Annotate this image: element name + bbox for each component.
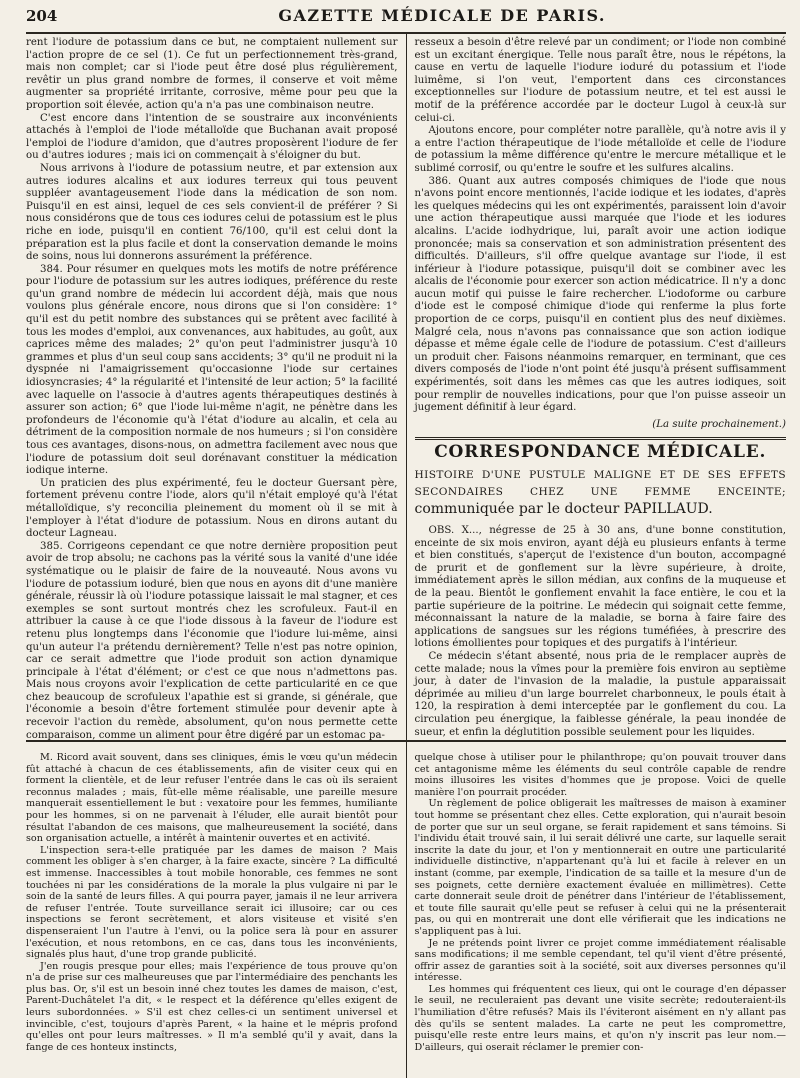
upper-left-column — [26, 34, 407, 740]
running-title: GAZETTE MÉDICALE DE PARIS. — [278, 6, 606, 25]
page-header — [26, 6, 786, 34]
paragraph: C'est encore dans l'intention de se soustraire aux inconvénients attachés à l'emploi de l'iode métalloïde que Buchanan avait proposé l'emploi de l'iodure d'amidon, que d'autres proposèrent l'iodure de fer ou d'autres iodures ; mais ici on commençait à s'éloigner du but. — [26, 112, 398, 162]
paragraph: M. Ricord avait souvent, dans ses cliniques, émis le vœu qu'un médecin fût attaché à chacun de ces établissements, afin de visiter ceux qui en forment la clientèle, et de leur refuser l'entrée dans le cas où ils seraient reconnus malades ; mais, fût-elle même réalisable, une pareille mesure manquerait essentiellement le but : vexatoire pour les femmes, humiliante pour les hommes, si on ne parvenait à l'éluder, elle aurait bientôt pour résultat l'abandon de ces maisons, que malheureusement la société, dans son organisation actuelle, a intérêt à maintenir ouvertes et en activité. — [26, 752, 398, 845]
section-title: CORRESPONDANCE MÉDICALE. — [434, 442, 767, 463]
paragraph: Ce médecin s'étant absenté, nous pria de le remplacer auprès de cette malade; nous la vîmes pour la première fois environ au septième jour, à dater de l'invasion de la maladie, la pustule apparaissait déprimée au milieu d'un large bourrelet charbonneux, le pouls était à 120, la respiration à demi interceptée par le gonflement du cou. La circulation peu énergique, la faiblesse générale, la peau inondée de sueur, et enfin la déglutition possible seulement pour les liquides. — [414, 650, 786, 738]
paragraph: Un règlement de police obligerait les maîtresses de maison à examiner tout homme se présentant chez elles. Cette exploration, qui n'aurait besoin de porter que sur un seul organe, se ferait rapidement et sans témoins. Si l'individu était trouvé sain, il lui serait délivré une carte, sur laquelle serait inscrite la date du jour, et l'on y mentionnerait en outre une particularité individuelle distinctive, n'appartenant qu'à lui et facile à relever en un instant (comme, par exemple, l'indication de sa taille et la mesure d'un de ses poignets, cette dernière exactement évaluée en millimètres). Cette carte donnerait seule droit de pénétrer dans l'intérieur de l'établissement, et toute fille saurait qu'elle peut se refuser à celui qui ne la présenterait pas, ou qui en montrerait une dont elle vérifierait que les indications ne s'appliquent pas à lui. — [414, 798, 786, 937]
page-number: 204 — [26, 7, 58, 25]
lower-left-column — [26, 742, 407, 1078]
paragraph: Les hommes qui fréquentent ces lieux, qui ont le courage d'en dépasser le seuil, ne reculeraient pas devant une visite secrète; redouteraient-ils l'humiliation d'être refusés? Mais ils l'éviteront aisément en n'y allant pas dès qu'ils se sentent malades. La carte ne peut les compromettre, puisqu'elle reste entre leurs mains, et qu'on n'y inscrit pas leur nom.—D'ailleurs, qui oserait réclamer le premier con- — [414, 983, 786, 1053]
article-heading: HISTOIRE D'UNE PUSTULE MALIGNE ET DE SES EFFETS SECONDAIRES CHEZ UNE FEMME ENCEINTE; — [414, 469, 786, 498]
paragraph: Je ne prétends point livrer ce projet comme immédiatement réalisable sans modifications; il me semble cependant, tel qu'il vient d'être présenté, offrir assez de garanties soit à la société, soit aux diverses personnes qu'il intéresse. — [414, 937, 786, 984]
upper-section — [26, 34, 786, 742]
paragraph: OBS. X..., négresse de 25 à 30 ans, d'une bonne constitution, enceinte de six mois environ, ayant déjà eu plusieurs enfants à terme et bien constitués, s'aperçut de l'existence d'un bouton, accompagné de prurit et de gonflement sur la lèvre supérieure, à droite, immédiatement après le sillon médian, aux confins de la muqueuse et de la peau. Bientôt le gonflement envahit la face entière, le cou et la partie supérieure de la poitrine. Le médecin qui soignait cette femme, méconnaissant la nature de la maladie, se borna à faire faire des applications de sangsues sur les régions tuméfiées, à prescrire des lotions émollientes pour topiques et des purgatifs à l'intérieur. — [414, 525, 786, 650]
section-divider — [415, 437, 787, 440]
continuation-note: (La suite prochainement.) — [652, 418, 786, 430]
paragraph: Un praticien des plus expérimenté, feu le docteur Guersant père, fortement prévenu contre l'iode, alors qu'il n'était employé qu'à l'état métalloïdique, s'y reconcilia pleinement du moment où il se mit à l'employer à l'état d'iodure de potassium. Nous en dirons autant du docteur Lagneau. — [26, 477, 398, 540]
paragraph: Ajoutons encore, pour compléter notre parallèle, qu'à notre avis il y a entre l'action thérapeutique de l'iode métalloïde et celle de l'iodure de potassium la même différence qu'entre le mercure métallique et le sublimé corrosif, ou qu'entre le soufre et les sulfures alcalins. — [414, 125, 786, 174]
article-byline: communiquée par le docteur PAPILLAUD. — [414, 501, 713, 517]
paragraph: rent l'iodure de potassium dans ce but, ne comptaient nullement sur l'action propre de ce sel (1). Ce fut un perfectionnement très-grand, mais non complet; car si l'iode peut être dosé plus régulièrement, revêtir un plus grand nombre de formes, il conserve et voit même augmenter sa propriété irritante, corrosive, même pour peu que la proportion soit élevée, action qu'a n'a pas une combinaison neutre. — [26, 37, 398, 111]
paragraph: J'en rougis presque pour elles; mais l'expérience de tous prouve qu'on n'a de prise sur ces malheureuses que par l'intermédiaire des penchants les plus bas. Or, s'il est un besoin inné chez toutes les dames de maison, c'est, Parent-Duchâtelet l'a dit, « le respect et la déférence qu'elles exigent de leurs subordonnées. » S'il est chez celles-ci un sentiment universel et invincible, c'est, toujours d'après Parent, « la haine et le mépris profond qu'elles ont pour leurs maîtresses. » Il m'a semblé qu'il y avait, dans la fange de ces honteux instincts, — [26, 960, 398, 1053]
paragraph: resseux a besoin d'être relevé par un condiment; or l'iode non combiné est un excitant énergique. Telle nous paraît être, nous le répétons, la cause en vertu de laquelle l'iodure ioduré du potassium et l'iode luimême, si l'on veut, l'emportent dans ces circonstances exceptionnelles sur l'iodure de potassium neutre, et tel est aussi le motif de la préférence accordée par le docteur Lugol à ceux-là sur celui-ci. — [414, 37, 786, 124]
paragraph: 384. Pour résumer en quelques mots les motifs de notre préférence pour l'iodure de potassium sur les autres iodiques, préférence du reste qu'un grand nombre de médecin lui accordent déjà, mais que nous voulons plus générale encore, nous dirons que si l'on considère: 1° qu'il est du petit nombre des substances qui se prêtent avec facilité à tous les modes d'emploi, aux convenances, aux habitudes, au goût, aux caprices même des malades; 2° qu'on peut l'administrer jusqu'à 10 grammes et plus d'un seul coup sans accidents; 3° qu'il ne produit ni la dyspnée ni l'amaigrissement qu'occasionne l'iode sur certaines idiosyncrasies; 4° la régularité et l'intensité de leur action; 5° la facilité avec laquelle on l'associe à d'autres agents thérapeutiques destinés à assurer son action; 6° que l'iode lui-même n'agit, ne pénètre dans les profondeurs de l'économie qu'à l'état d'iodure au alcalin, et cela au détriment de la composition normale de nos humeurs ; si l'on considère tous ces avantages, disons-nous, on admettra facilement avec nous que l'iodure de potassium doit seul dorénavant constituer la médication iodique interne. — [26, 263, 398, 477]
lower-right-column — [407, 742, 787, 1078]
paragraph: 386. Quant aux autres composés chimiques de l'iode que nous n'avons point encore mentionnés, l'acide iodique et les iodates, d'après les quelques médecins qui les ont expérimentés, paraissent loin d'avoir une action thérapeutique aussi marquée que l'iode et les iodures alcalins. L'acide iodhydrique, lui, paraît avoir une action iodique prononcée; mais sa conservation et son administration présentent des difficultés. D'ailleurs, s'il offre quelque avantage sur l'iode, il est inférieur à l'iodure potassique, puisqu'il doit se combiner avec les alcalis de l'économie pour exercer son action médicatrice. Il n'y a donc aucun motif qui puisse le faire rechercher. L'iodoforme ou carbure d'iode est le composé chimique d'iode qui renferme la plus forte proportion de ce corps, puisqu'il en contient plus des neuf dixièmes. Malgré cela, nous n'avons pas connaissance que son action iodique dépasse et même égale celle de l'iodure de potassium. C'est d'ailleurs un produit cher. Faisons néanmoins remarquer, en terminant, que ces divers composés de l'iode n'ont point été jusqu'à présent suffisamment expérimentés, soit dans les mêmes cas que les autres iodiques, soit pour remplir de nouvelles indications, pour que l'on puisse asseoir un jugement définitif à leur égard. — [414, 175, 786, 414]
paragraph: L'inspection sera-t-elle pratiquée par les dames de maison ? Mais comment les obliger à s'en charger, à la faire exacte, sincère ? La difficulté est immense. Inaccessibles à tout mobile honorable, ces femmes ne sont touchées ni par les considérations de la morale la plus vulgaire ni par le soin de la santé de leurs filles. A qui pourra payer, jamais il ne leur arrivera de refuser l'entrée. Toute surveillance serait ici illusoire; car ou ces inspections se feront secrètement, et alors visiteuse et visité s'en dispenseraient l'un l'autre à l'envi, ou la police sera là pour en assurer l'exécution, et nous retombons, en ce cas, dans tous les inconvénients, signalés plus haut, d'une trop grande publicité. — [26, 844, 398, 961]
paragraph: quelque chose à utiliser pour le philanthrope; qu'on pouvait trouver dans cet antagonisme même les éléments du seul contrôle capable de rendre moins illusoires les visites d'hommes que je propose. Voici de quelle manière l'on pourrait procéder. — [414, 752, 786, 798]
paragraph: 385. Corrigeons cependant ce que notre dernière proposition peut avoir de trop absolu; ne cachons pas la vérité sous la vanité d'une idée systématique ou le plaisir de faire de la nouveauté. Nous avons vu l'iodure de potassium ioduré, bien que nous en ayons dit d'une manière générale, réussir là où l'iodure potassique laissait le mal stagner, et ces exemples se sont surtout montrés chez les scrofuleux. Faut-il en attribuer la cause à ce que l'iode dissous à la faveur de l'iodure est retenu plus longtemps dans l'économie que l'iodure lui-même, ainsi qu'un auteur l'a prétendu dernièrement? Telle n'est pas notre opinion, car ce serait admettre que l'iode produit son action dynamique principale à l'état d'élément; or c'est ce que nous n'admettons pas. Mais nous croyons avoir l'explication de cette particularité en ce que chez beaucoup de scrofuleux l'apathie est si grande, si générale, que l'économie a besoin d'être fortement stimulée pour devenir apte à recevoir l'action du remède, absolument, qu'on nous permette cette comparaison, comme un aliment pour être digéré par un estomac pa- — [26, 540, 398, 740]
lower-section-feuilleton — [26, 742, 786, 1078]
article-title — [415, 467, 787, 519]
paragraph: Nous arrivons à l'iodure de potassium neutre, et par extension aux autres iodures alcalins et aux iodures terreux qui tous peuvent suppléer avantageusement l'iode dans la médication de son nom. Puisqu'il en est ainsi, lequel de ces sels convient-il de préférer ? Si nous considérons que de tous ces iodures celui de potassium est le plus riche en iode, puisqu'il en contient 76/100, qu'il est celui dont la préparation est la plus facile et dont la conservation demande le moins de soins, nous lui donnerons assurément la préférence. — [26, 162, 398, 263]
upper-right-column — [407, 34, 787, 740]
